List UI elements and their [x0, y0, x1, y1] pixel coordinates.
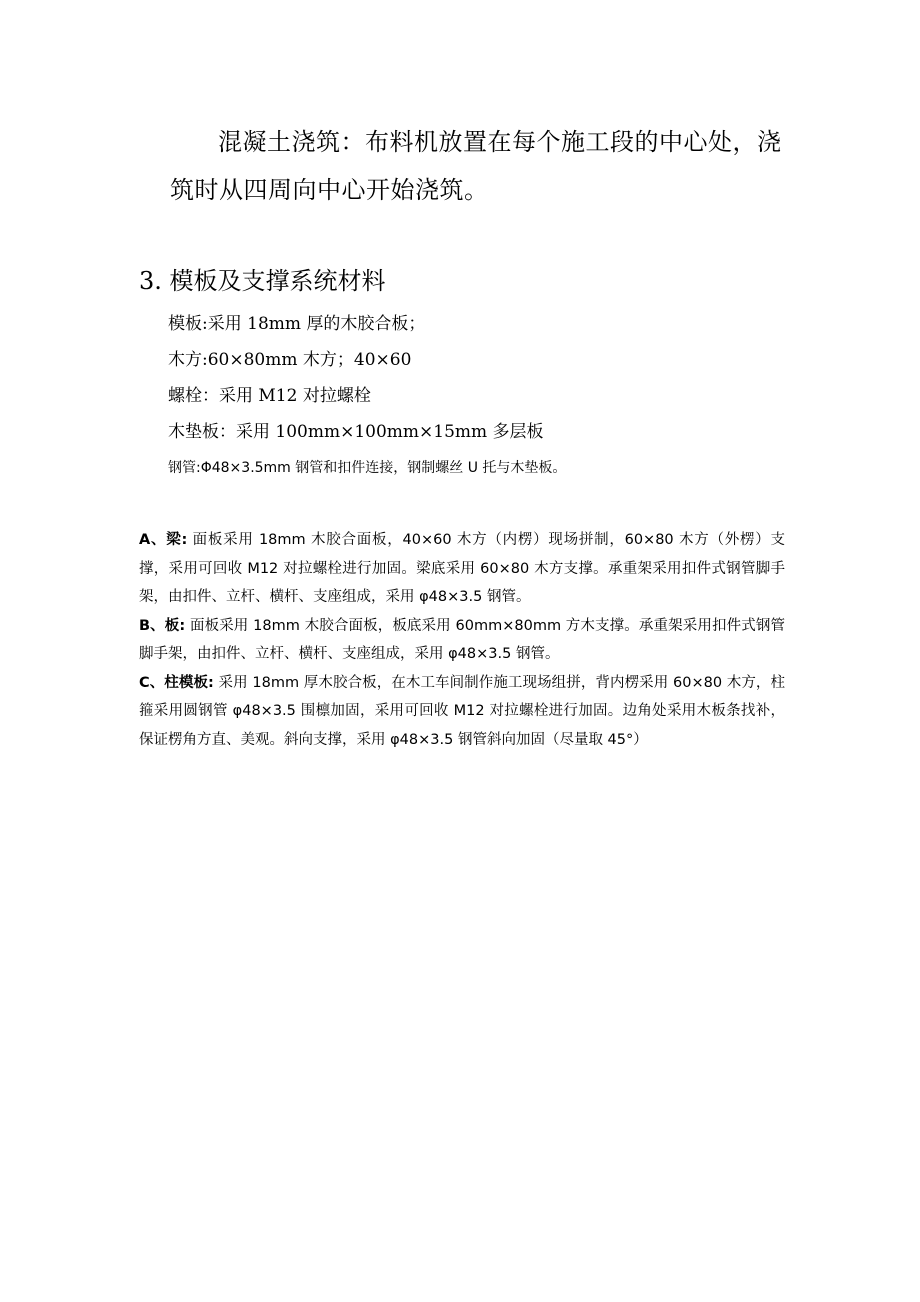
- intro-paragraph: 混凝土浇筑：布料机放置在每个施工段的中心处，浇筑时从四周向中心开始浇筑。: [170, 128, 782, 204]
- section-number: 3.: [139, 267, 162, 295]
- material-bolt: 螺栓：采用 M12 对拉螺栓: [168, 386, 371, 406]
- item-label: C、柱模板:: [139, 674, 214, 691]
- formwork-items: [139, 526, 785, 754]
- material-timber: 木方:60×80mm 木方；40×60: [168, 350, 412, 370]
- item-slab: [139, 612, 785, 669]
- section-heading: [139, 264, 386, 298]
- item-text: 面板采用 18mm 木胶合面板，40×60 木方（内楞）现场拼制，60×80 木方（外楞）支撑，采用可回收 M12 对拉螺栓进行加固。梁底采用 60×80 木方支撑。承重架采用扣件式钢管脚手架，由扣件、立杆、横杆、支座组成，采用 φ48×3.5 钢管。: [139, 532, 785, 605]
- material-steel-pipe: 钢管:Φ48×3.5mm 钢管和扣件连接，钢制螺丝 U 托与木垫板。: [168, 460, 567, 476]
- item-beam: [139, 526, 785, 612]
- item-label: A、梁:: [139, 532, 188, 548]
- section-title: 模板及支撑系统材料: [169, 267, 386, 295]
- material-wood-pad: 木垫板：采用 100mm×100mm×15mm 多层板: [168, 422, 544, 442]
- item-text: 采用 18mm 厚木胶合板，在木工车间制作施工现场组拼，背内楞采用 60×80 木方，柱箍采用圆钢管 φ48×3.5 围檩加固，采用可回收 M12 对拉螺栓进行加固。边角处采用木板条找补，保证楞角方直、美观。斜向支撑，采用 φ48×3.5 钢管斜向加固（尽量取 45°）: [139, 674, 785, 748]
- item-column: [139, 669, 785, 755]
- item-label: B、板:: [139, 617, 186, 634]
- item-text: 面板采用 18mm 木胶合面板，板底采用 60mm×80mm 方木支撑。承重架采用扣件式钢管脚手架，由扣件、立杆、横杆、支座组成，采用 φ48×3.5 钢管。: [139, 617, 785, 662]
- material-formwork: 模板:采用 18mm 厚的木胶合板；: [168, 314, 426, 334]
